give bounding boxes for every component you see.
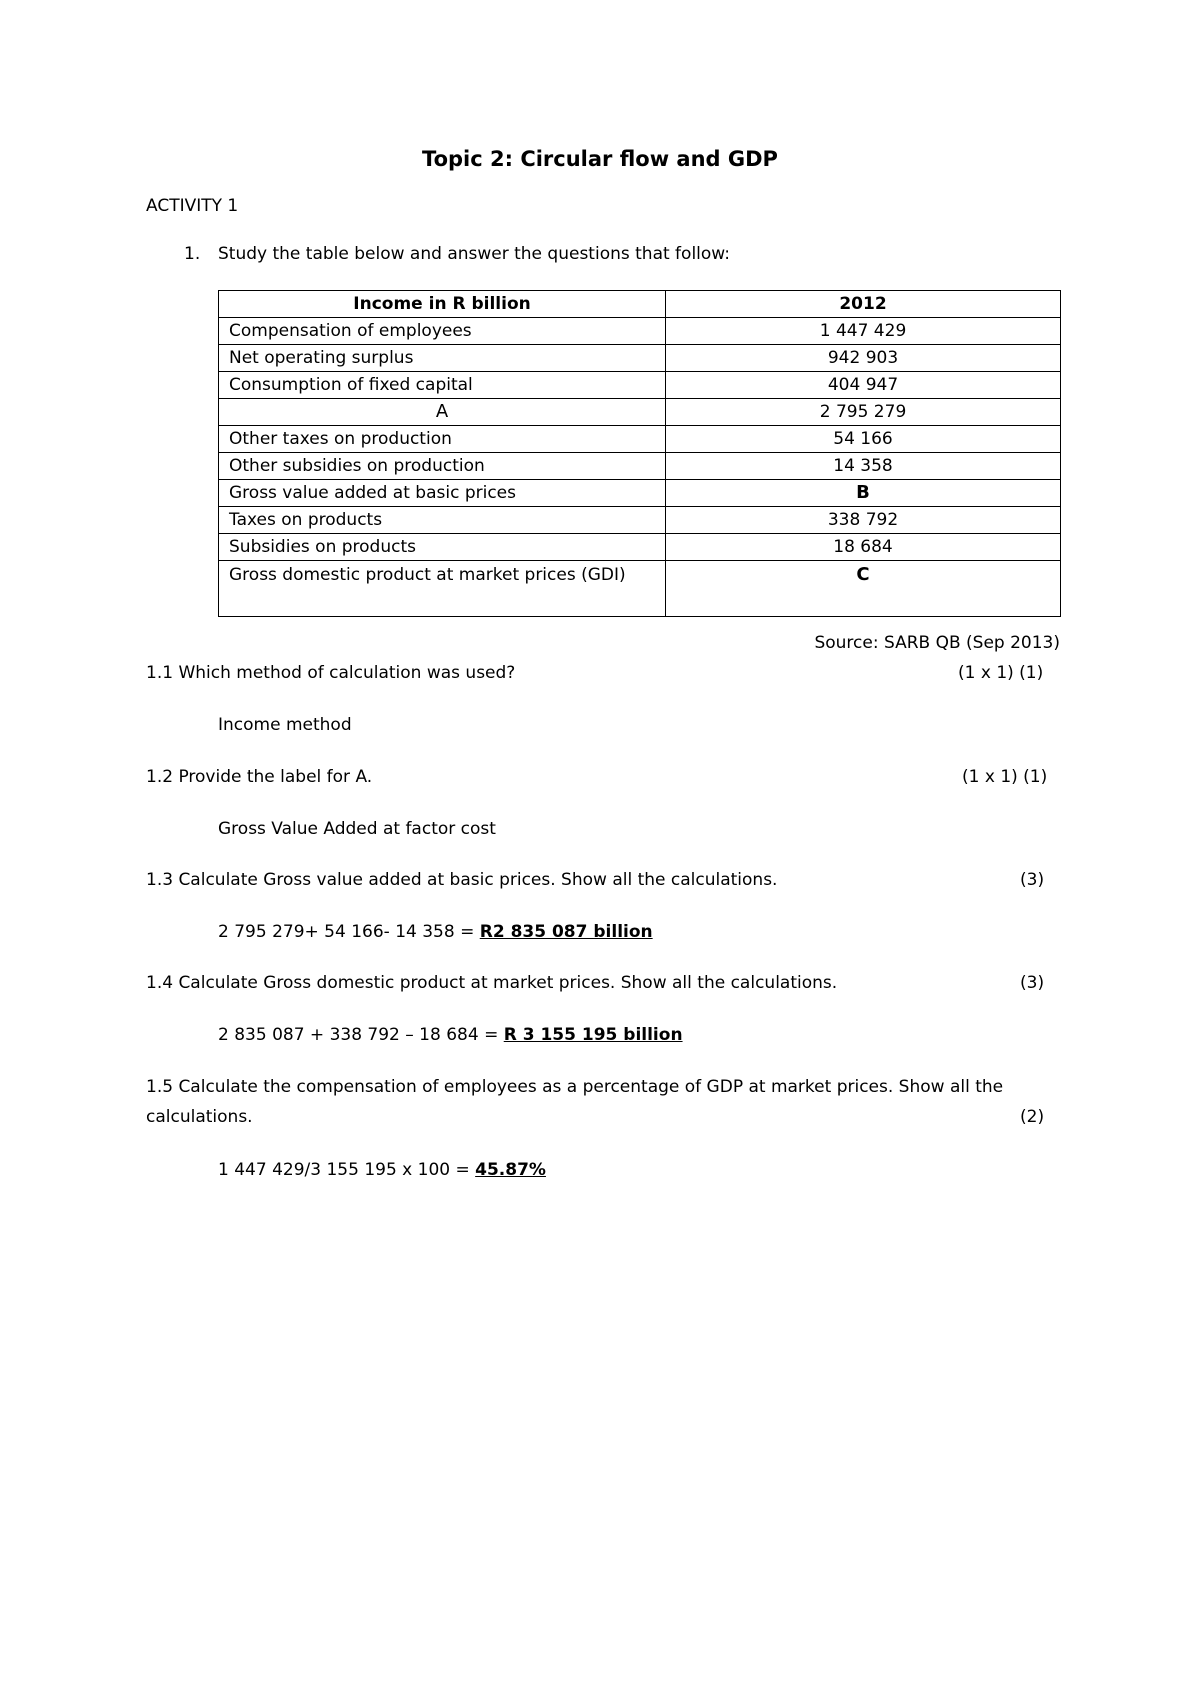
row-label-a: A xyxy=(219,399,666,426)
row-value: 54 166 xyxy=(666,426,1061,453)
answer-1-5 xyxy=(218,1160,546,1180)
row-label: Net operating surplus xyxy=(219,345,666,372)
row-value: 942 903 xyxy=(666,345,1061,372)
table-row xyxy=(219,318,1061,345)
question-1-2: 1.2 Provide the label for A. xyxy=(146,767,373,787)
table-row xyxy=(219,399,1061,426)
question-1-4-marks: (3) xyxy=(1020,973,1045,993)
row-value-c: C xyxy=(666,561,1061,617)
answer-1-4 xyxy=(218,1025,683,1045)
activity-heading: ACTIVITY 1 xyxy=(146,196,239,216)
table-row xyxy=(219,561,1061,617)
row-label: Other subsidies on production xyxy=(219,453,666,480)
question-1-1-marks: (1 x 1) (1) xyxy=(958,663,1044,683)
instruction-number: 1. xyxy=(184,244,201,264)
row-value: 1 447 429 xyxy=(666,318,1061,345)
row-label: Subsidies on products xyxy=(219,534,666,561)
row-value: 338 792 xyxy=(666,507,1061,534)
table-row xyxy=(219,426,1061,453)
question-1-2-marks: (1 x 1) (1) xyxy=(962,767,1048,787)
question-1-5: 1.5 Calculate the compensation of employees as a percentage of GDP at market prices. Show all the xyxy=(146,1077,1004,1097)
answer-1-1: Income method xyxy=(218,715,352,735)
answer-1-5-result: 45.87% xyxy=(475,1160,546,1180)
table-row xyxy=(219,453,1061,480)
answer-1-3-calculation: 2 795 279+ 54 166- 14 358 = xyxy=(218,922,480,942)
answer-1-3 xyxy=(218,922,653,942)
row-label: Consumption of fixed capital xyxy=(219,372,666,399)
row-value-b: B xyxy=(666,480,1061,507)
table-row xyxy=(219,507,1061,534)
question-1-3: 1.3 Calculate Gross value added at basic prices. Show all the calculations. xyxy=(146,870,778,890)
row-label: Gross domestic product at market prices (GDI) xyxy=(219,561,666,617)
income-table xyxy=(218,290,1061,617)
table-header-row xyxy=(219,291,1061,318)
question-1-5-marks: (2) xyxy=(1020,1107,1045,1127)
question-1-1: 1.1 Which method of calculation was used? xyxy=(146,663,516,683)
row-label: Gross value added at basic prices xyxy=(219,480,666,507)
question-1-4: 1.4 Calculate Gross domestic product at market prices. Show all the calculations. xyxy=(146,973,838,993)
answer-1-4-calculation: 2 835 087 + 338 792 – 18 684 = xyxy=(218,1025,504,1045)
table-row xyxy=(219,534,1061,561)
row-value: 18 684 xyxy=(666,534,1061,561)
answer-1-2: Gross Value Added at factor cost xyxy=(218,819,496,839)
instruction-text: Study the table below and answer the questions that follow: xyxy=(218,244,730,264)
page-title: Topic 2: Circular flow and GDP xyxy=(422,147,778,171)
table-row xyxy=(219,372,1061,399)
row-label: Compensation of employees xyxy=(219,318,666,345)
row-label: Other taxes on production xyxy=(219,426,666,453)
row-value: 404 947 xyxy=(666,372,1061,399)
table-header-label: Income in R billion xyxy=(219,291,666,318)
answer-1-5-calculation: 1 447 429/3 155 195 x 100 = xyxy=(218,1160,476,1180)
answer-1-3-result: R2 835 087 billion xyxy=(479,922,653,942)
row-label: Taxes on products xyxy=(219,507,666,534)
answer-1-4-result: R 3 155 195 billion xyxy=(503,1025,683,1045)
row-value: 14 358 xyxy=(666,453,1061,480)
table-source: Source: SARB QB (Sep 2013) xyxy=(814,633,1060,653)
row-value: 2 795 279 xyxy=(666,399,1061,426)
question-1-5-line2: calculations. xyxy=(146,1107,253,1127)
table-header-year: 2012 xyxy=(666,291,1061,318)
table-row xyxy=(219,345,1061,372)
question-1-3-marks: (3) xyxy=(1020,870,1045,890)
table-row xyxy=(219,480,1061,507)
